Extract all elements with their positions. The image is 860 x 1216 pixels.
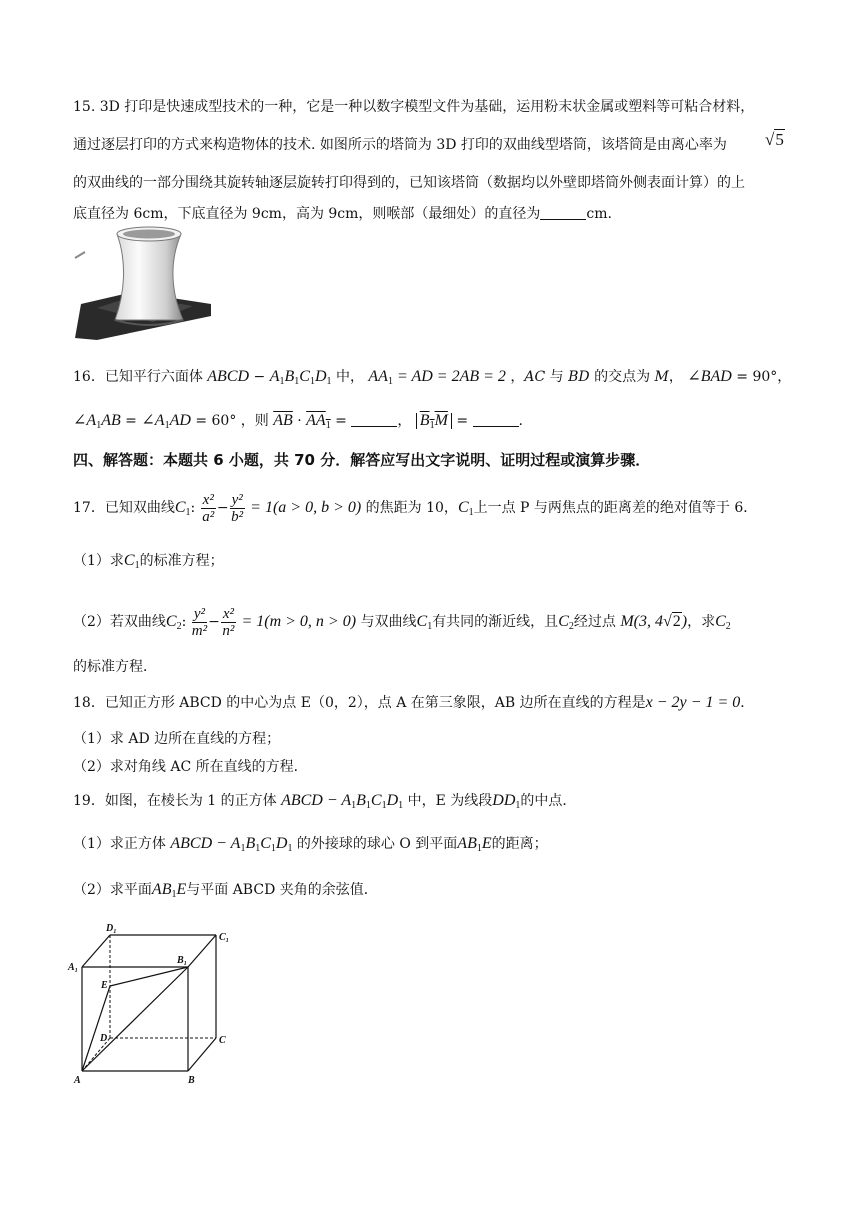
q17-part1: （1）求$C_1$的标准方程； bbox=[73, 552, 224, 571]
q16-line2: $\angle A_1AB$ = $\angle A_1AD = 60^\circ$ ，则 $\overline{AB} \cdot AA_1$ = ， $B_1M$ = . bbox=[73, 412, 523, 431]
label-D1: D₁ bbox=[106, 923, 117, 934]
section-heading: 四、解答题：本题共 6 小题，共 70 分．解答应写出文字说明、证明过程或演算步骤． bbox=[73, 451, 651, 469]
label-B1: B₁ bbox=[177, 955, 188, 966]
q18-part2: （2）求对角线 AC 所在直线的方程． bbox=[73, 759, 308, 775]
label-A: A bbox=[74, 1075, 81, 1086]
label-A1: A₁ bbox=[68, 962, 79, 973]
label-C: C bbox=[219, 1035, 226, 1046]
q19-line1: 19．如图，在棱长为 1 的正方体 ABCD − $A_1B_1C_1D_1$ 中，E 为线段$DD_1$的中点． bbox=[73, 792, 577, 811]
q15-line4: 底直径为 6cm，下底直径为 9cm，高为 9cm，则喉部（最细处）的直径为 cm. bbox=[73, 206, 612, 222]
label-C1: C₁ bbox=[219, 932, 230, 943]
q19-part2: （2）求平面$AB_1E$与平面 ABCD 夹角的余弦值． bbox=[73, 881, 378, 900]
blank-dot-product bbox=[351, 412, 397, 427]
label-E: E bbox=[101, 980, 108, 991]
tower-photo bbox=[73, 222, 213, 340]
q17-part2-line2: 的标准方程． bbox=[73, 659, 157, 675]
blank-length bbox=[473, 412, 519, 427]
q18-line1: 18．已知正方形 ABCD 的中心为点 E（0，2），点 A 在第三象限，AB 边所在直线的方程是x − 2y − 1 = 0． bbox=[73, 694, 755, 711]
q17-line1: 17．已知双曲线$C_1$: $\frac{\text{x²}}{\text{a²}}$ − $\frac{\text{y²}}{\text{b²}}$ = 1(a > 0, b > 0) 的焦距为 10，$C_1$上一点 P 与两焦点的距离差的绝对值等于 6． bbox=[73, 491, 758, 525]
q17-part2: （2）若双曲线$C_2$: $\frac{\text{y²}}{\text{m²}}$ − $\frac{\text{x²}}{\text{n²}}$ = 1(m > 0, n > 0) 与双曲线$C_1$有共同的渐近线，且$C_2$经过点 M(3, 4√2)，求$C_2$ bbox=[73, 605, 731, 639]
q15-line1: 15. 3D 打印是快速成型技术的一种，它是一种以数字模型文件为基础，运用粉末状金属或塑料等可粘合材料， bbox=[73, 99, 755, 115]
label-D: D bbox=[100, 1033, 108, 1044]
label-B: B bbox=[188, 1075, 195, 1086]
q15-line2: 通过逐层打印的方式来构造物体的技术. 如图所示的塔筒为 3D 打印的双曲线型塔筒，该塔筒是由离心率为 bbox=[73, 137, 727, 153]
q18-part1: （1）求 AD 边所在直线的方程； bbox=[73, 731, 281, 747]
answer-blank bbox=[540, 205, 586, 220]
q16-line1: 16．已知平行六面体 ABCD − $A_1B_1C_1D_1$ 中， $AA_1$ = AD = 2AB = 2 ，AC 与 BD 的交点为 M， ∠BAD = 90°， bbox=[73, 368, 792, 387]
q19-part1: （1）求正方体 ABCD − $A_1B_1C_1D_1$ 的外接球的球心 O 到平面$AB_1E$的距离； bbox=[73, 835, 548, 854]
q15-line3: 的双曲线的一部分围绕其旋转轴逐层旋转打印得到的，已知该塔筒（数据均以外壁即塔筒外侧表面计算）的上 bbox=[73, 175, 745, 191]
sqrt5: √5 bbox=[765, 130, 784, 149]
cube-figure bbox=[66, 920, 246, 1090]
